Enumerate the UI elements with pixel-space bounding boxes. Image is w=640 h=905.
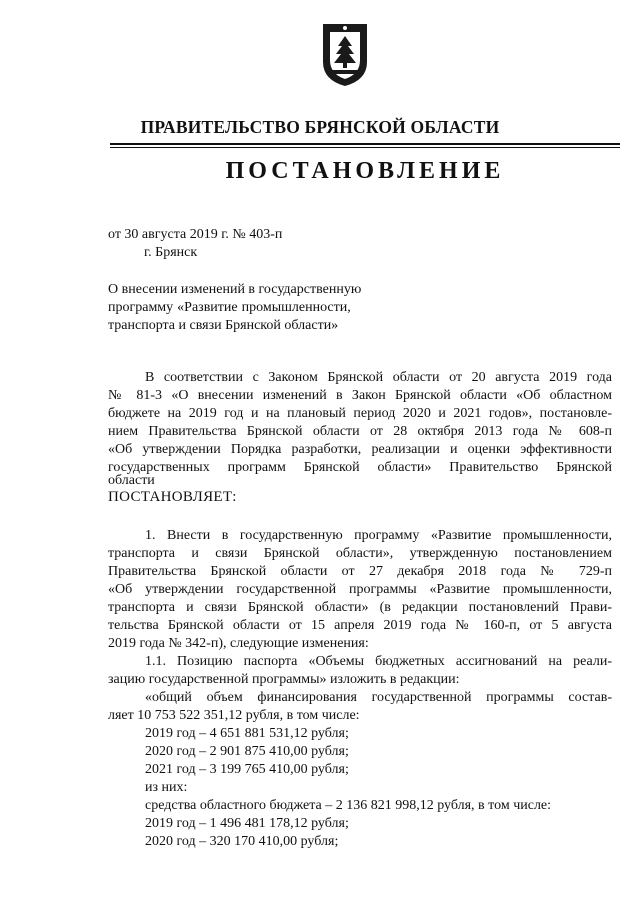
year-total-line: 2020 год – 2 901 875 410,00 рубля; [145,744,349,759]
subject-line: транспорта и связи Брянской области» [108,318,339,333]
header-rule-thick [110,143,620,145]
item1-line: «Об утверждении государственной программы «Развитие промышленности, [108,582,612,597]
coat-of-arms-emblem [320,22,370,88]
preamble-line: В соответствии с Законом Брянской области от 20 августа 2019 года [145,370,612,385]
quote-line: ляет 10 753 522 351,12 рубля, в том числе: [108,708,360,723]
header-rule-thin [110,147,620,148]
item1-line: транспорта и связи Брянской области», утвержденную постановлением [108,546,612,561]
decree-word: ПОСТАНОВЛЯЕТ: [108,489,237,505]
subject-line: программу «Развитие промышленности, [108,300,351,315]
preamble-line: нием Правительства Брянской области от 28 октября 2013 года № 608-п [108,424,612,439]
city-line: г. Брянск [144,245,198,260]
preamble-line: области [108,473,155,488]
government-name-heading: ПРАВИТЕЛЬСТВО БРЯНСКОЙ ОБЛАСТИ [140,117,500,137]
quote-line: «общий объем финансирования государственной программы состав- [145,690,612,705]
date-number-line: от 30 августа 2019 г. № 403-п [108,227,283,242]
item1-line: Правительства Брянской области от 27 декабря 2018 года № 729-п [108,564,612,579]
year-total-line: 2019 год – 4 651 881 531,12 рубля; [145,726,349,741]
item1-line: 1. Внести в государственную программу «Развитие промышленности, [145,528,612,543]
year-total-line: 2021 год – 3 199 765 410,00 рубля; [145,762,349,777]
preamble-line: государственных программ Брянской области» Правительство Брянской [108,460,612,475]
item1-line: транспорта и связи Брянской области» (в редакции постановлений Прави- [108,600,612,615]
item11-line: 1.1. Позицию паспорта «Объемы бюджетных ассигнований на реали- [145,654,612,669]
item1-line: тельства Брянской области от 15 апреля 2019 года № 160-п, от 5 августа [108,618,612,633]
regional-total-line: средства областного бюджета – 2 136 821 998,12 рубля, в том числе: [145,798,552,813]
preamble-line: № 81-3 «О внесении изменений в Закон Брянской области «Об областном [108,388,612,403]
preamble-line: «Об утверждении Порядка разработки, реализации и оценки эффективности [108,442,612,457]
document-type-title: ПОСТАНОВЛЕНИЕ [225,158,505,184]
item1-line: 2019 года № 342-п), следующие изменения: [108,636,369,651]
year-regional-line: 2020 год – 320 170 410,00 рубля; [145,834,339,849]
of-them-line: из них: [145,780,188,795]
item11-line: зацию государственной программы» изложить в редакции: [108,672,460,687]
preamble-line: бюджете на 2019 год и на плановый период 2020 и 2021 годов», постановле- [108,406,612,421]
subject-line: О внесении изменений в государственную [108,282,362,297]
year-regional-line: 2019 год – 1 496 481 178,12 рубля; [145,816,349,831]
